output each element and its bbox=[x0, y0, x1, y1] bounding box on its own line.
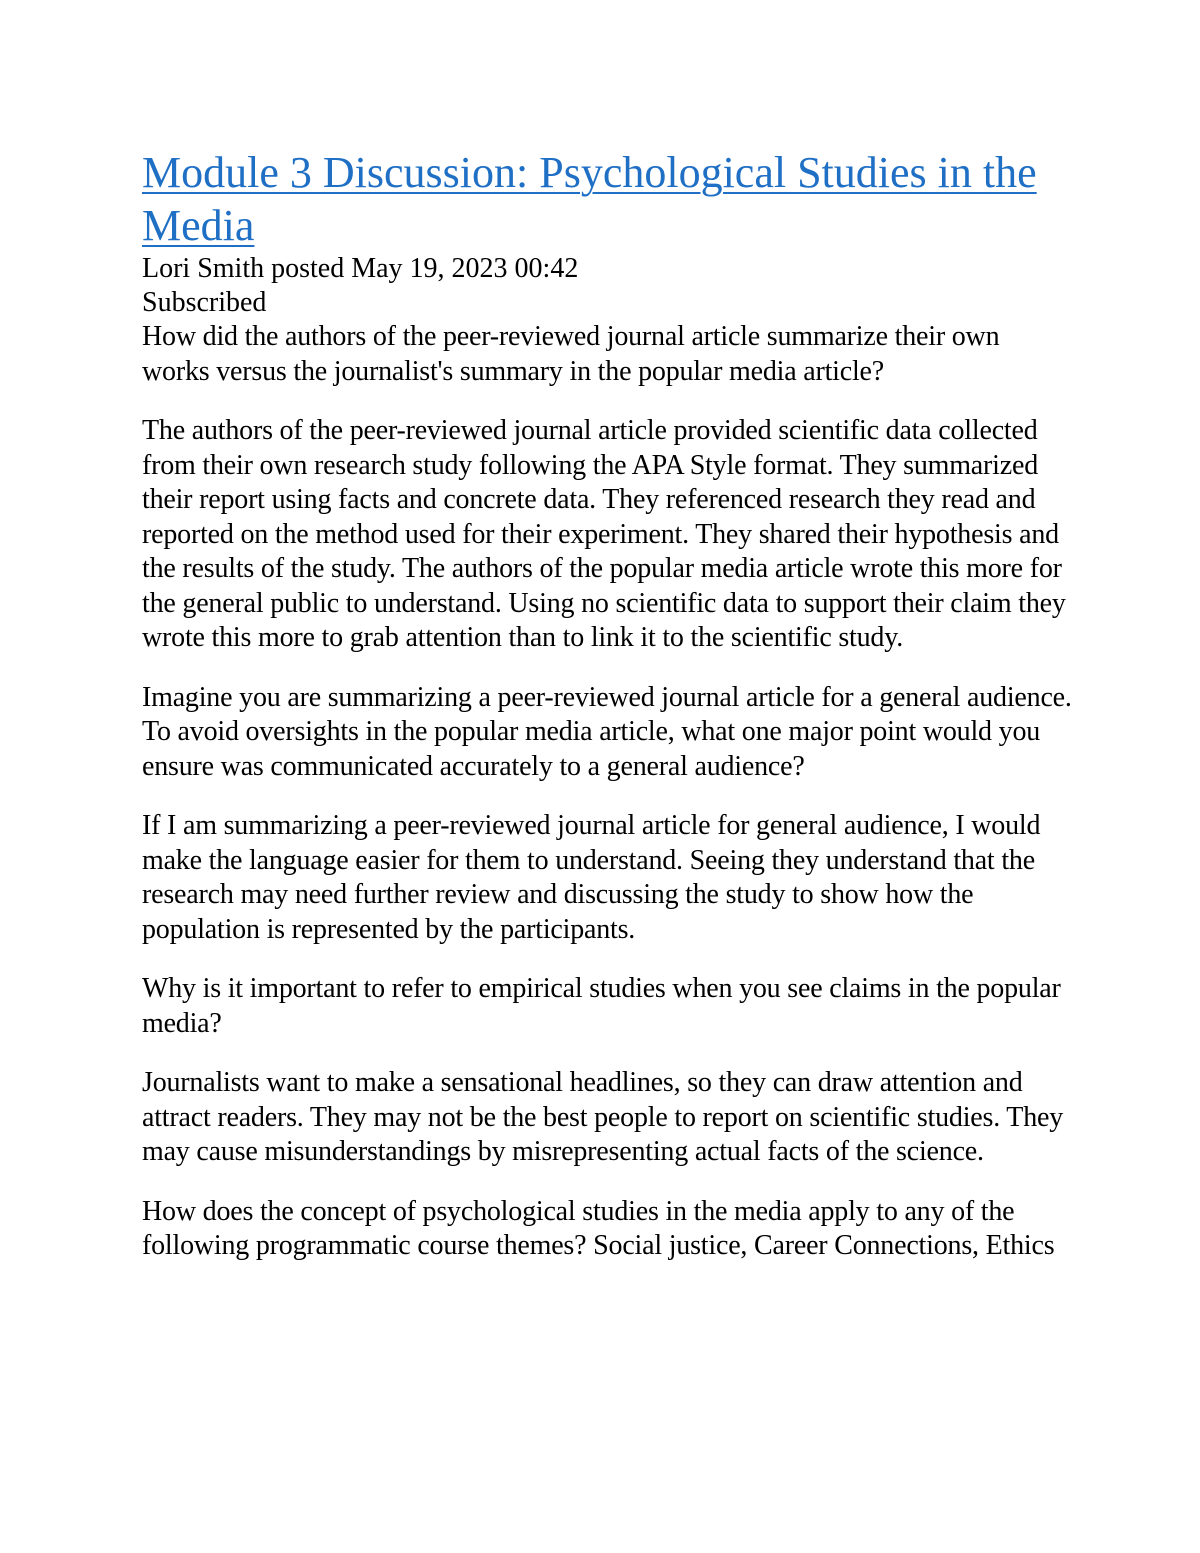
document-page bbox=[142, 146, 1072, 1289]
question-4: How does the concept of psychological studies in the media apply to any of the following programmatic course themes? Social justice, Career Connections, Ethics bbox=[142, 1195, 1055, 1261]
answer-2: If I am summarizing a peer-reviewed journal article for general audience, I would make the language easier for them to understand. Seeing they understand that the research may need further review and discussing the study to show how the population is represented by the participants. bbox=[142, 810, 1041, 945]
post-author-date: Lori Smith posted May 19, 2023 00:42 bbox=[142, 253, 579, 284]
question-2: Imagine you are summarizing a peer-reviewed journal article for a general audience. To avoid oversights in the popular media article, what one major point would you ensure was communicated accurately to a general audience? bbox=[142, 681, 1072, 782]
answer-3: Journalists want to make a sensational headlines, so they can draw attention and attract readers. They may not be the best people to report on scientific studies. They may cause misunderstandings by misrepresenting actual facts of the science. bbox=[142, 1067, 1064, 1167]
question-1: How did the authors of the peer-reviewed journal article summarize their own works versus the journalist's summary in the popular media article? bbox=[142, 321, 1000, 387]
question-3: Why is it important to refer to empirical studies when you see claims in the popular media? bbox=[142, 973, 1061, 1039]
discussion-title-link[interactable]: Module 3 Discussion: Psychological Studies in the Media bbox=[142, 148, 1037, 250]
subscription-status: Subscribed bbox=[142, 287, 267, 318]
answer-1: The authors of the peer-reviewed journal article provided scientific data collected from their own research study following the APA Style format. They summarized their report using facts and concrete data. They referenced research they read and reported on the method used for their experiment. They shared their hypothesis and the results of the study. The authors of the popular media article wrote this more for the general public to understand. Using no scientific data to support their claim they wrote this more to grab attention than to link it to the scientific study. bbox=[142, 415, 1066, 653]
